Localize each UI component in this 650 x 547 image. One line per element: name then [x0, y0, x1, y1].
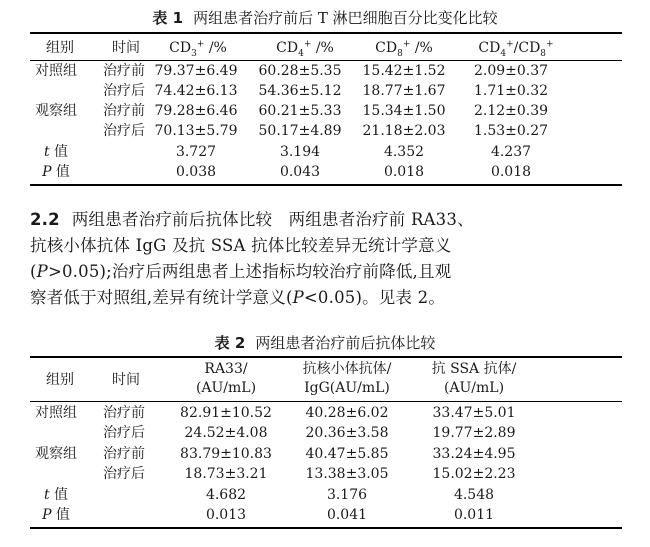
table1-p-cd4: 0.043	[279, 164, 321, 180]
section-paragraph	[30, 207, 630, 311]
table2-header-ra33: RA33/	[204, 361, 248, 377]
table1-p-ratio: 0.018	[490, 164, 532, 180]
table2-row4-time: 治疗后	[103, 466, 145, 482]
table1-header-cd4-cd8: $CD_4^+/CD_8^+$	[478, 39, 554, 59]
table2-row4-ra33: 18.73±3.21	[184, 466, 268, 482]
table2-header-group: 组别	[46, 372, 74, 388]
table1-row2-cd8: 18.77±1.67	[362, 83, 446, 99]
table1-p-cd3: 0.038	[175, 164, 217, 180]
table2-p-ssa: 0.011	[453, 507, 495, 523]
table2-row2-ra33: 24.52±4.08	[184, 425, 268, 441]
table2-row3-ra33: 83.79±10.83	[180, 446, 272, 462]
table2-header-time: 时间	[112, 372, 140, 388]
table1-row3-time: 治疗前	[103, 103, 145, 119]
table1-row3-group: 观察组	[35, 103, 77, 119]
table2-row2-nucleosome: 20.36±3.58	[305, 425, 389, 441]
paragraph-line-3: (P>0.05);治疗后两组患者上述指标均较治疗前降低,且观	[30, 262, 452, 281]
table1-p-label: P 值	[42, 164, 70, 180]
table2-row2-time: 治疗后	[103, 425, 145, 441]
paragraph-line-4: 察者低于对照组,差异有统计学意义(P<0.05)。见表 2。	[30, 288, 446, 307]
table1-p-cd8: 0.018	[383, 164, 425, 180]
table1-header-cd4: $CD_4^+$ /%	[276, 39, 334, 59]
table2-t-label: t 值	[43, 487, 69, 503]
paragraph-line-2: 抗核小体抗体 IgG 及抗 SSA 抗体比较差异无统计学意义	[30, 236, 452, 255]
table1-row1-ratio: 2.09±0.37	[473, 63, 549, 79]
table1-row2-cd4: 54.36±5.12	[258, 83, 342, 99]
table1-t-label: t 值	[43, 144, 69, 160]
table1-row1-cd8: 15.42±1.52	[362, 63, 446, 79]
table1-row1-cd3: 79.37±6.49	[154, 63, 238, 79]
table2-title: 两组患者治疗前后抗体比较	[255, 334, 436, 352]
table2-row4-ssa: 15.02±2.23	[432, 466, 516, 482]
table2-label: 表 2	[214, 334, 246, 352]
table2-row1-time: 治疗前	[103, 405, 145, 421]
table1-row1-time: 治疗前	[103, 63, 145, 79]
table2-row1-nucleosome: 40.28±6.02	[305, 405, 389, 421]
table1-t-ratio: 4.237	[490, 144, 532, 160]
table1-bottom-rule	[30, 184, 622, 186]
table2-p-label: P 值	[42, 507, 70, 523]
table2-header-ra33-unit: (AU/mL)	[195, 380, 257, 396]
table1-row3-cd3: 79.28±6.46	[154, 103, 238, 119]
table1-row2-time: 治疗后	[103, 83, 145, 99]
table1-row3-cd8: 15.34±1.50	[362, 103, 446, 119]
table1-row3-cd4: 60.21±5.33	[258, 103, 342, 119]
table1-t-cd3: 3.727	[175, 144, 217, 160]
table2-row1-ssa: 33.47±5.01	[432, 405, 516, 421]
table2-header-rule	[30, 401, 622, 402]
table1-t-cd8: 4.352	[383, 144, 425, 160]
table2-t-ra33: 4.682	[205, 487, 247, 503]
table1-row1-group: 对照组	[35, 63, 77, 79]
table2-row1-ra33: 82.91±10.52	[180, 405, 272, 421]
table1-header-group: 组别	[46, 40, 74, 56]
table2-p-ra33: 0.013	[205, 507, 247, 523]
table1-row4-cd4: 50.17±4.89	[258, 123, 342, 139]
table2-row3-group: 观察组	[35, 446, 77, 462]
table1-header-cd3: $CD_3^+$ /%	[169, 39, 227, 59]
table1-row3-ratio: 2.12±0.39	[473, 103, 549, 119]
table2-header-ssa: 抗 SSA 抗体/	[431, 361, 517, 377]
paragraph-line-1: 2.2 两组患者治疗前后抗体比较 两组患者治疗前 RA33、	[30, 210, 474, 229]
table2-t-ssa: 4.548	[453, 487, 495, 503]
table1-label: 表 1	[152, 9, 184, 27]
section-title: 两组患者治疗前后抗体比较	[71, 210, 273, 229]
table1-row1-cd4: 60.28±5.35	[258, 63, 342, 79]
table1-header-cd8: $CD_8^+$ /%	[375, 39, 433, 59]
table1-row4-time: 治疗后	[103, 123, 145, 139]
table1-t-cd4: 3.194	[279, 144, 321, 160]
table2-t-nucleosome: 3.176	[326, 487, 368, 503]
table2-caption	[0, 333, 650, 353]
table1-row2-cd3: 74.42±6.13	[154, 83, 238, 99]
table2-row1-group: 对照组	[35, 405, 77, 421]
table2-header-ssa-unit: (AU/mL)	[443, 380, 505, 396]
table2-row3-time: 治疗前	[103, 446, 145, 462]
table1-caption	[0, 8, 650, 28]
table1-title: 两组患者治疗前后 T 淋巴细胞百分比变化比较	[193, 9, 498, 27]
section-number: 2.2	[30, 210, 60, 229]
table1-top-rule	[30, 32, 622, 34]
table2-header-nucleosome: 抗核小体抗体/	[302, 361, 392, 377]
table2-row2-ssa: 19.77±2.89	[432, 425, 516, 441]
table2-p-nucleosome: 0.041	[326, 507, 368, 523]
table2-row4-nucleosome: 13.38±3.05	[305, 466, 389, 482]
table1-header-time: 时间	[112, 40, 140, 56]
table1-row4-ratio: 1.53±0.27	[473, 123, 549, 139]
table2-row3-ssa: 33.24±4.95	[432, 446, 516, 462]
table2-bottom-rule	[30, 527, 622, 529]
table2-top-rule	[30, 356, 622, 358]
table2-row3-nucleosome: 40.47±5.85	[305, 446, 389, 462]
table2-header-nucleosome-unit: IgG(AU/mL)	[304, 380, 390, 396]
table1-row2-ratio: 1.71±0.32	[473, 83, 549, 99]
table1-row4-cd8: 21.18±2.03	[362, 123, 446, 139]
table1-row4-cd3: 70.13±5.79	[154, 123, 238, 139]
